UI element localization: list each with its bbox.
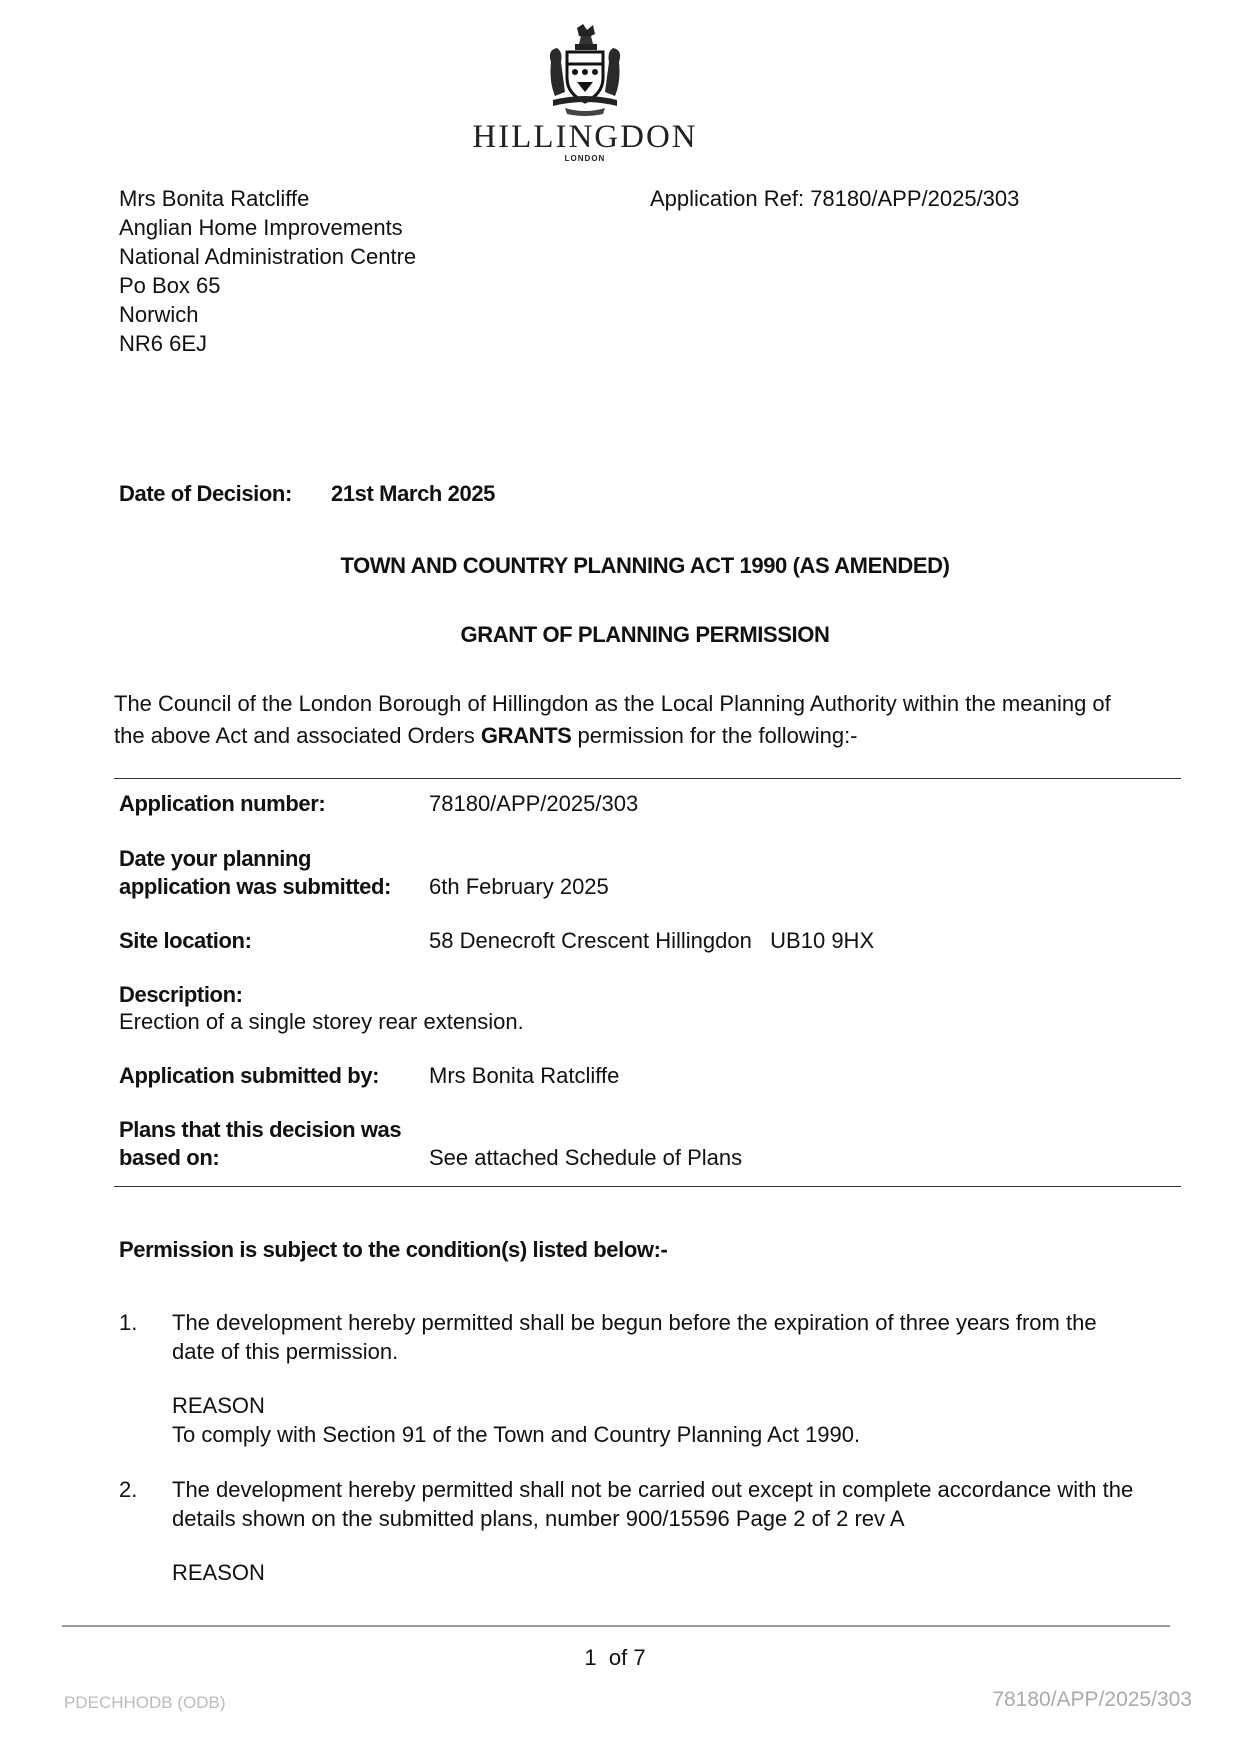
council-wordmark: HILLINGDON bbox=[472, 119, 698, 155]
address-line: National Administration Centre bbox=[119, 244, 417, 269]
footer-application-ref: 78180/APP/2025/303 bbox=[992, 1688, 1192, 1711]
condition-reason bbox=[172, 1558, 1187, 1587]
application-number-label: Application number: bbox=[119, 791, 326, 816]
intro-line-2-end: permission for the following:- bbox=[571, 723, 858, 748]
grants-word: GRANTS bbox=[480, 723, 572, 748]
grant-title: GRANT OF PLANNING PERMISSION bbox=[460, 622, 830, 647]
act-title: TOWN AND COUNTRY PLANNING ACT 1990 (AS AMENDED) bbox=[340, 553, 950, 578]
submitted-date-label-line-1: Date your planning bbox=[119, 846, 312, 871]
address-line: NR6 6EJ bbox=[119, 331, 208, 356]
details-bottom-rule bbox=[114, 1186, 1181, 1187]
condition-item bbox=[172, 1308, 1187, 1366]
decision-date: 21st March 2025 bbox=[331, 481, 495, 506]
address-line: Mrs Bonita Ratcliffe bbox=[119, 186, 310, 211]
plans-label-line-1: Plans that this decision was bbox=[119, 1117, 402, 1142]
plans-value: See attached Schedule of Plans bbox=[429, 1145, 743, 1170]
condition-number: 2. bbox=[119, 1477, 138, 1502]
reason-label: REASON bbox=[172, 1560, 265, 1585]
council-wordmark-sub: LONDON bbox=[564, 154, 606, 163]
submitted-by-value: Mrs Bonita Ratcliffe bbox=[429, 1063, 620, 1088]
condition-number: 1. bbox=[119, 1310, 138, 1335]
submitted-date-label bbox=[119, 845, 391, 901]
condition-text-line: The development hereby permitted shall be begun before the expiration of three years from the bbox=[172, 1310, 1097, 1335]
condition-item bbox=[172, 1475, 1187, 1533]
reason-label: REASON bbox=[172, 1393, 265, 1418]
reason-text: To comply with Section 91 of the Town and Country Planning Act 1990. bbox=[172, 1422, 861, 1447]
page-number: 1 of 7 bbox=[584, 1645, 646, 1670]
description-value: Erection of a single storey rear extension. bbox=[119, 1009, 524, 1034]
decision-date-label: Date of Decision: bbox=[119, 481, 292, 506]
plans-label-line-2: based on: bbox=[119, 1145, 220, 1170]
site-location-value: 58 Denecroft Crescent Hillingdon UB10 9HX bbox=[429, 928, 875, 953]
submitted-date-label-line-2: application was submitted: bbox=[119, 874, 391, 899]
footer-rule bbox=[62, 1625, 1170, 1627]
submitted-date-value: 6th February 2025 bbox=[429, 874, 609, 899]
description-label: Description: bbox=[119, 982, 243, 1007]
application-ref: Application Ref: 78180/APP/2025/303 bbox=[650, 186, 1020, 211]
address-line: Norwich bbox=[119, 302, 199, 327]
intro-paragraph bbox=[114, 688, 1194, 752]
application-number-value: 78180/APP/2025/303 bbox=[429, 791, 639, 816]
details-top-rule bbox=[114, 778, 1181, 779]
intro-line-1: The Council of the London Borough of Hillingdon as the Local Planning Authority within the meaning of bbox=[114, 691, 1111, 716]
condition-text-line: date of this permission. bbox=[172, 1339, 399, 1364]
address-line: Anglian Home Improvements bbox=[119, 215, 403, 240]
intro-line-2-start: the above Act and associated Orders bbox=[114, 723, 481, 748]
council-logo bbox=[455, 22, 715, 172]
condition-text-line: details shown on the submitted plans, number 900/15596 Page 2 of 2 rev A bbox=[172, 1506, 905, 1531]
condition-text-line: The development hereby permitted shall not be carried out except in complete accordance with the bbox=[172, 1477, 1134, 1502]
condition-reason bbox=[172, 1391, 1187, 1449]
coat-of-arms-icon bbox=[537, 22, 633, 118]
recipient-address bbox=[119, 184, 416, 358]
site-location-label: Site location: bbox=[119, 928, 252, 953]
footer-document-code: PDECHHODB (ODB) bbox=[64, 1693, 226, 1712]
address-line: Po Box 65 bbox=[119, 273, 221, 298]
conditions-heading: Permission is subject to the condition(s) listed below:- bbox=[119, 1237, 668, 1262]
submitted-by-label: Application submitted by: bbox=[119, 1063, 380, 1088]
plans-label bbox=[119, 1116, 401, 1172]
